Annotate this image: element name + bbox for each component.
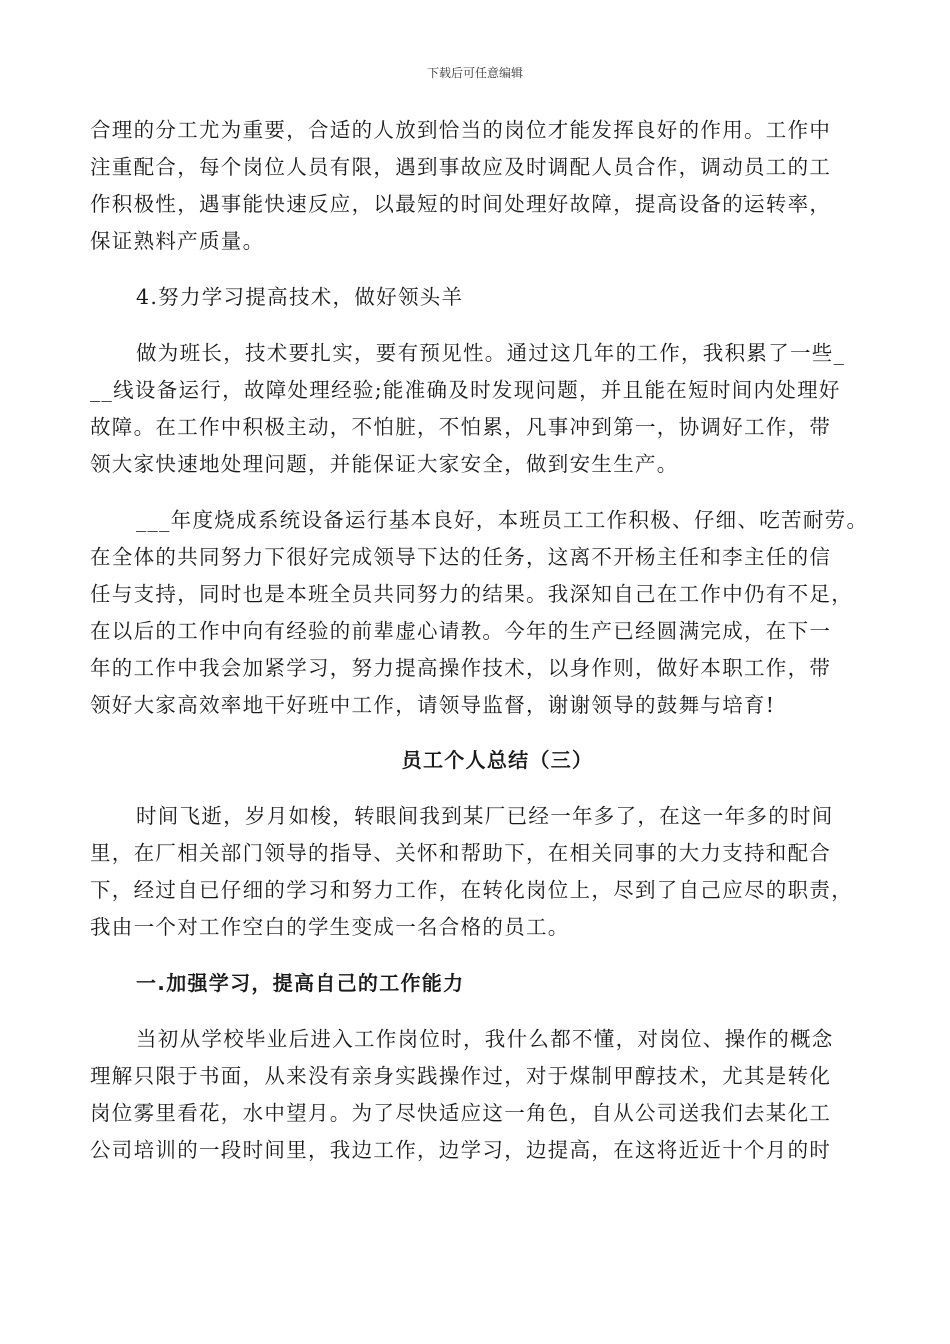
text-line: 时间飞逝，岁月如梭，转眼间我到某厂已经一年多了，在这一年多的时间 [136,804,834,828]
text-line: 岗位雾里看花，水中望月。为了尽快适应这一角色，自从公司送我们去某化工 [90,1101,832,1125]
text-line: 领好大家高效率地干好班中工作，请领导监督，谢谢领导的鼓舞与培育! [90,693,776,717]
text-line: 任与支持，同时也是本班全员共同努力的结果。我深知自己在工作中仍有不足， [90,582,853,606]
text-line: 故障。在工作中积极主动，不怕脏，不怕累，凡事冲到第一，协调好工作，带 [90,415,832,439]
text-line: 在以后的工作中向有经验的前辈虚心请教。今年的生产已经圆满完成，在下一 [90,619,832,643]
text-line: 年的工作中我会加紧学习，努力提高操作技术，以身作则，做好本职工作，带 [90,656,832,680]
numbered-heading-4: 4.努力学习提高技术，做好领头羊 [136,285,464,309]
paragraph-learning [90,1021,865,1169]
text-line: 在全体的共同努力下很好完成领导下达的任务，这离不开杨主任和李主任的信 [90,545,832,569]
text-line: 领大家快速地处理问题，并能保证大家安全，做到安生生产。 [90,452,679,476]
text-line: 理解只限于书面，从来没有亲身实践操作过，对于煤制甲醇技术，尤其是转化 [90,1064,832,1088]
page-header-note: 下载后可任意编辑 [426,66,523,80]
text-line: 做为班长，技术要扎实，要有预见性。通过这几年的工作，我积累了一些_ [136,341,846,365]
text-line: 合理的分工尤为重要，合适的人放到恰当的岗位才能发挥良好的作用。工作中 [90,118,832,142]
subsection-heading: 一.加强学习，提高自己的工作能力 [136,971,465,995]
text-line: ___年度烧成系统设备运行基本良好，本班员工工作积极、仔细、吃苦耐劳。 [136,508,869,532]
paragraph-team-leader [90,335,865,483]
paragraph-intro [90,798,865,946]
document-body [90,112,869,1169]
text-line: 注重配合，每个岗位人员有限，遇到事故应及时调配人员合作，调动员工的工 [90,155,832,179]
text-line: 当初从学校毕业后进入工作岗位时，我什么都不懂，对岗位、操作的概念 [136,1027,834,1051]
text-line: 作积极性，遇事能快速反应，以最短的时间处理好故障，提高设备的运转率， [90,192,832,216]
text-line: 我由一个对工作空白的学生变成一名合格的员工。 [90,915,570,939]
text-line: 下，经过自已仔细的学习和努力工作，在转化岗位上，尽到了自己应尽的职责， [90,878,853,902]
text-line: 保证熟料产质量。 [90,229,265,253]
section-title: 员工个人总结（三） [401,748,594,772]
text-line: __线设备运行，故障处理经验;能准确及时发现问题，并且能在短时间内处理好 [90,378,841,402]
paragraph-annual-review [90,502,869,724]
paragraph-teamwork [90,112,865,260]
text-line: 公司培训的一段时间里，我边工作，边学习，边提高，在这将近近十个月的时 [90,1138,832,1162]
text-line: 里，在厂相关部门领导的指导、关怀和帮助下，在相关同事的大力支持和配合 [90,841,832,865]
